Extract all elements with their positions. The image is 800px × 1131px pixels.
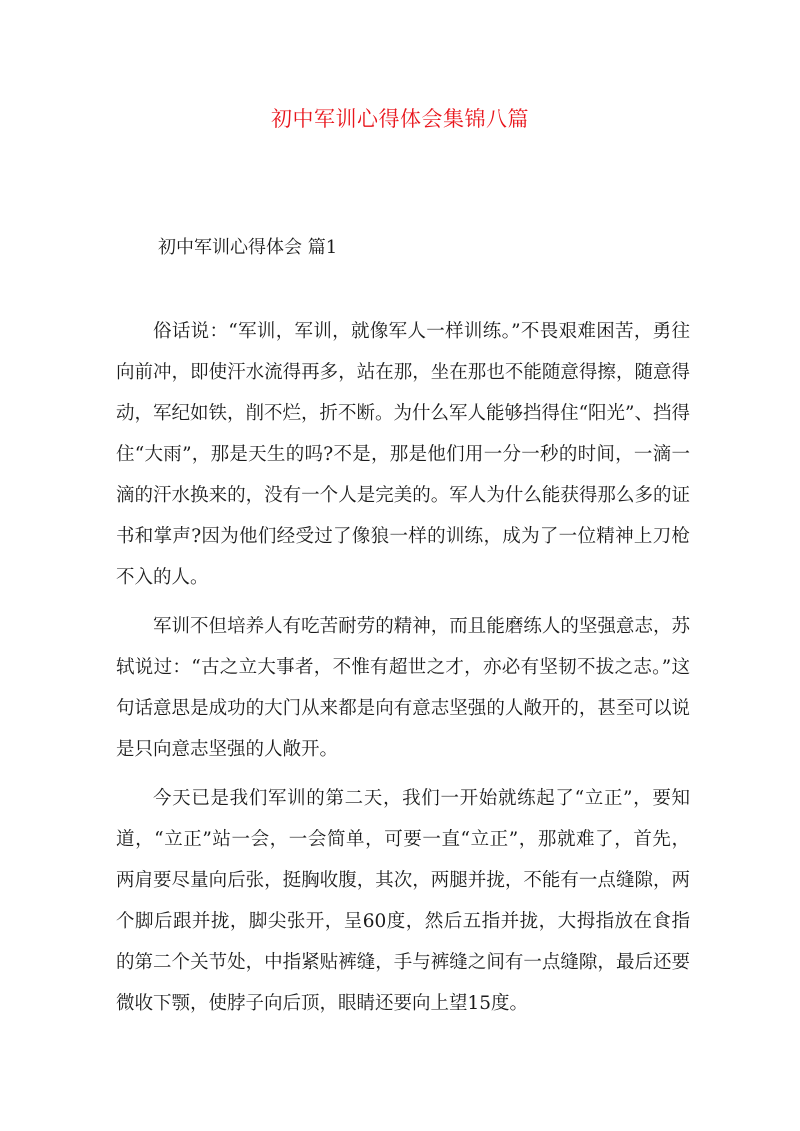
paragraph: 今天已是我们军训的第二天，我们一开始就练起了“立正”，要知道，“立正”站一会，一会简单，可要一直“立正”，那就难了，首先，两肩要尽量向后张，挺胸收腹，其次，两腿并拢，不能有一点缝隙，两个脚后跟并拢，脚尖张开，呈60度，然后五指并拢，大拇指放在食指的第二个关节处，中指紧贴裤缝，手与裤缝之间有一点缝隙，最后还要微收下颚，使脖子向后顶，眼睛还要向上望15度。 [116, 788, 690, 1014]
body-text [116, 311, 690, 1024]
document-title: 初中军训心得体会集锦八篇 [271, 107, 529, 131]
paragraph: 俗话说：“军训，军训，就像军人一样训练。”不畏艰难困苦，勇往向前冲，即使汗水流得再多，站在那，坐在那也不能随意得擦，随意得动，军纪如铁，削不烂，折不断。为什么军人能够挡得住“阳光”、挡得住“大雨”，那是天生的吗?不是，那是他们用一分一秒的时间，一滴一滴的汗水换来的，没有一个人是完美的。军人为什么能获得那么多的证书和掌声?因为他们经受过了像狼一样的训练，成为了一位精神上刀枪不入的人。 [116, 321, 690, 588]
paragraph: 军训不但培养人有吃苦耐劳的精神，而且能磨练人的坚强意志，苏轼说过：“古之立大事者，不惟有超世之才，亦必有坚韧不拔之志。”这句话意思是成功的大门从来都是向有意志坚强的人敞开的，甚至可以说是只向意志坚强的人敞开。 [116, 616, 690, 760]
section-heading: 初中军训心得体会 篇1 [158, 237, 338, 258]
